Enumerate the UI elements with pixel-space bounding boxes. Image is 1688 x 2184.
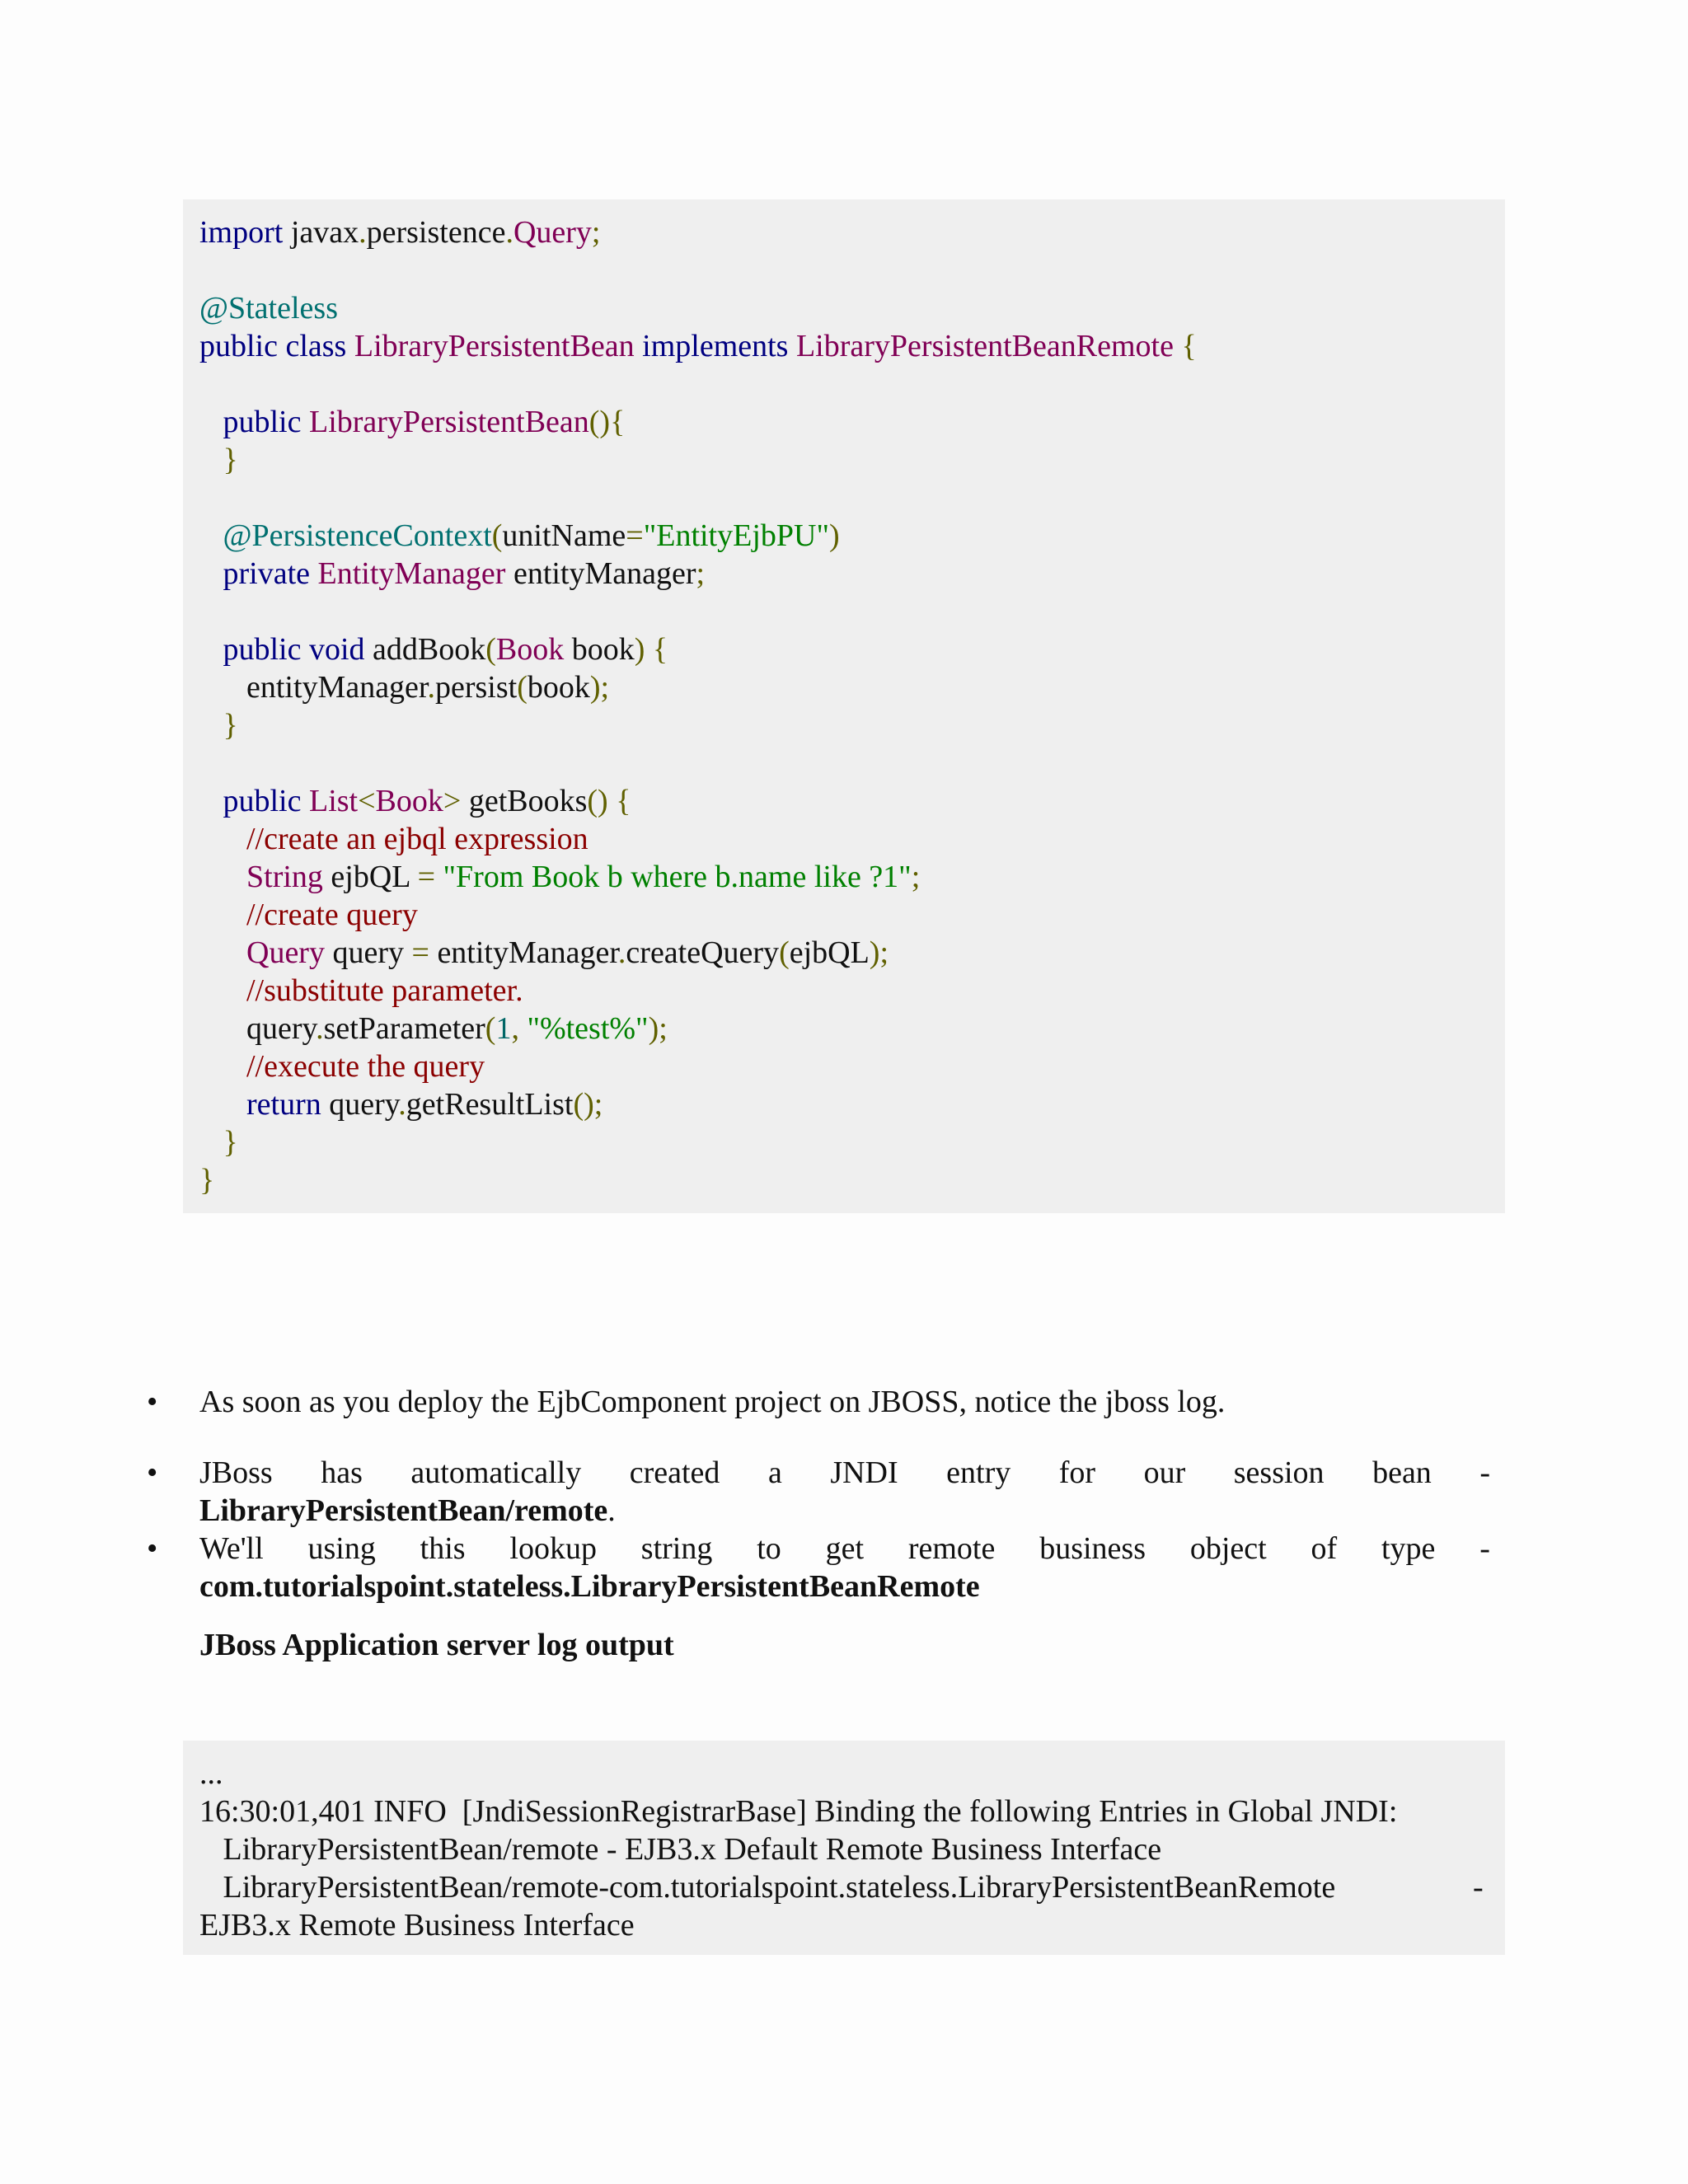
code-token: entityManager [429,935,618,970]
code-line [199,441,238,479]
code-token: String [199,860,323,894]
code-line [199,1085,603,1123]
word: - [1479,1455,1490,1490]
log-line-default-remote: LibraryPersistentBean/remote - EJB3.x Default Remote Business Interface [199,1832,1162,1867]
code-token: List [308,784,359,818]
code-token: @Stateless [199,291,338,326]
code-token: getResultList [406,1087,574,1122]
code-line [199,630,668,668]
code-token: Book [375,784,443,818]
code-token: , [511,1011,528,1046]
code-token: //create an ejbql expression [199,822,588,856]
bullet-item-deploy: As soon as you deploy the EjbComponent project on JBOSS, notice the jboss log. [199,1385,1226,1419]
code-token: ( [779,935,790,970]
code-token: ; [591,215,601,250]
code-token: ( [485,1011,496,1046]
word: type [1381,1531,1436,1566]
code-token: entityManager [505,556,696,591]
word: We'll [199,1531,264,1566]
code-token: } [199,1163,215,1197]
code-token: persist [434,670,518,705]
log-output-block [183,1741,1505,1955]
log-line-dash: - [1473,1870,1484,1905]
code-token: ; [911,860,921,894]
word: JBoss [199,1455,273,1490]
word: - [1479,1531,1490,1566]
word: object [1189,1531,1267,1566]
word: our [1143,1455,1186,1490]
code-token: LibraryPersistentBeanRemote [795,329,1174,363]
sentence-end: . [607,1493,616,1528]
log-line-ellipsis: ... [199,1756,223,1791]
word: this [420,1531,466,1566]
code-token: 1 [495,1011,512,1046]
bullet-marker: • [147,1385,158,1419]
word: for [1058,1455,1096,1490]
code-token: Book [495,632,565,667]
code-token: ejbQL [322,860,418,894]
jndi-name: LibraryPersistentBean/remote [199,1493,608,1528]
code-token: query [324,935,412,970]
code-token: setParameter [323,1011,485,1046]
code-block [183,199,1505,1213]
code-token: ( [491,518,503,553]
code-token: "EntityEjbPU" [643,518,829,553]
code-token: . [316,1011,324,1046]
code-token: @PersistenceContext [199,518,492,553]
code-token: persistence [366,215,506,250]
code-token: . [505,215,513,250]
code-token: entityManager [199,670,428,705]
code-token: book [564,632,635,667]
code-token: ); [869,935,889,970]
code-token: (){ [588,405,626,439]
bullet-marker: • [147,1531,158,1566]
word: JNDI [830,1455,898,1490]
log-line-ejb3: EJB3.x Remote Business Interface [199,1908,635,1943]
code-token: . [359,215,367,250]
code-token: public [199,784,309,818]
code-token: ) [828,518,840,553]
bullet-item-jndi-entry [199,1454,1490,1530]
code-token: implements [634,329,796,363]
bullet-item-lookup [199,1530,1490,1605]
log-line-remote-interface: LibraryPersistentBean/remote-com.tutorialspoint.stateless.LibraryPersistentBeanRemote [199,1870,1336,1905]
code-line [199,858,920,896]
code-token: private [199,556,318,591]
code-line [199,1123,238,1161]
code-token: return [199,1087,321,1122]
code-token: { [1173,329,1197,363]
code-line [199,403,625,441]
word: entry [946,1455,1011,1490]
code-line [199,972,523,1010]
section-heading: JBoss Application server log output [199,1628,674,1662]
remote-interface-name: com.tutorialspoint.stateless.LibraryPersistentBeanRemote [199,1569,980,1604]
code-token: ( [517,670,528,705]
code-token: . [398,1087,406,1122]
code-token: ejbQL [789,935,870,970]
word: has [321,1455,363,1490]
code-token: createQuery [626,935,780,970]
word: a [767,1455,782,1490]
bullet-justified-line [199,1530,1490,1568]
code-line [199,896,418,934]
code-line [199,327,1197,365]
code-token: Query [199,935,325,970]
word: session [1233,1455,1325,1490]
code-token: import [199,215,284,250]
word: to [757,1531,781,1566]
code-line [199,555,705,593]
code-token: public void [199,632,373,667]
bullet-justified-line [199,1454,1490,1492]
code-token: (); [573,1087,603,1122]
code-line [199,1161,214,1199]
code-token: EntityManager [317,556,506,591]
code-token: query [199,1011,316,1046]
code-token: public class [199,329,354,363]
code-line [199,706,238,744]
code-token: . [427,670,435,705]
word: bean [1372,1455,1432,1490]
word: remote [907,1531,996,1566]
word: automatically [410,1455,582,1490]
code-token: ) { [634,632,668,667]
code-line [199,934,889,972]
code-token: ); [648,1011,668,1046]
code-token: //substitute parameter. [199,973,523,1008]
code-line [199,1010,668,1047]
code-token: = [626,518,644,553]
word: created [629,1455,720,1490]
code-line [199,782,631,820]
code-line [199,820,588,858]
code-token: addBook [373,632,486,667]
code-token: . [617,935,626,970]
code-token: > [443,784,462,818]
word: lookup [509,1531,597,1566]
code-token: book [527,670,590,705]
word: using [307,1531,376,1566]
code-token: () { [587,784,631,818]
word: get [825,1531,865,1566]
code-token: public [199,405,309,439]
code-token: LibraryPersistentBean [308,405,589,439]
code-token: } [199,708,238,743]
code-token: ); [589,670,610,705]
code-line [199,668,609,706]
word: of [1311,1531,1338,1566]
code-token: javax [283,215,359,250]
code-token: "%test%" [527,1011,649,1046]
word: string [640,1531,713,1566]
log-line-binding: 16:30:01,401 INFO [JndiSessionRegistrarBase] Binding the following Entries in Global JNDI: [199,1794,1398,1829]
code-token: unitName [502,518,626,553]
code-token: LibraryPersistentBean [354,329,635,363]
code-token: } [199,443,238,477]
code-token: < [358,784,376,818]
code-token: //create query [199,898,418,932]
code-line [199,289,338,327]
code-token: = [417,860,436,894]
code-token: ; [696,556,706,591]
word: business [1039,1531,1146,1566]
code-token: //execute the query [199,1049,485,1084]
bullet-marker: • [147,1455,158,1490]
code-token: } [199,1125,238,1160]
code-token: = [411,935,429,970]
code-line [199,213,600,251]
code-token: "From Book b where b.name like ?1" [435,860,912,894]
code-token: query [321,1087,399,1122]
code-token: getBooks [461,784,588,818]
code-token: Query [513,215,592,250]
code-line [199,517,840,555]
code-token: ( [485,632,496,667]
code-line [199,1047,485,1085]
